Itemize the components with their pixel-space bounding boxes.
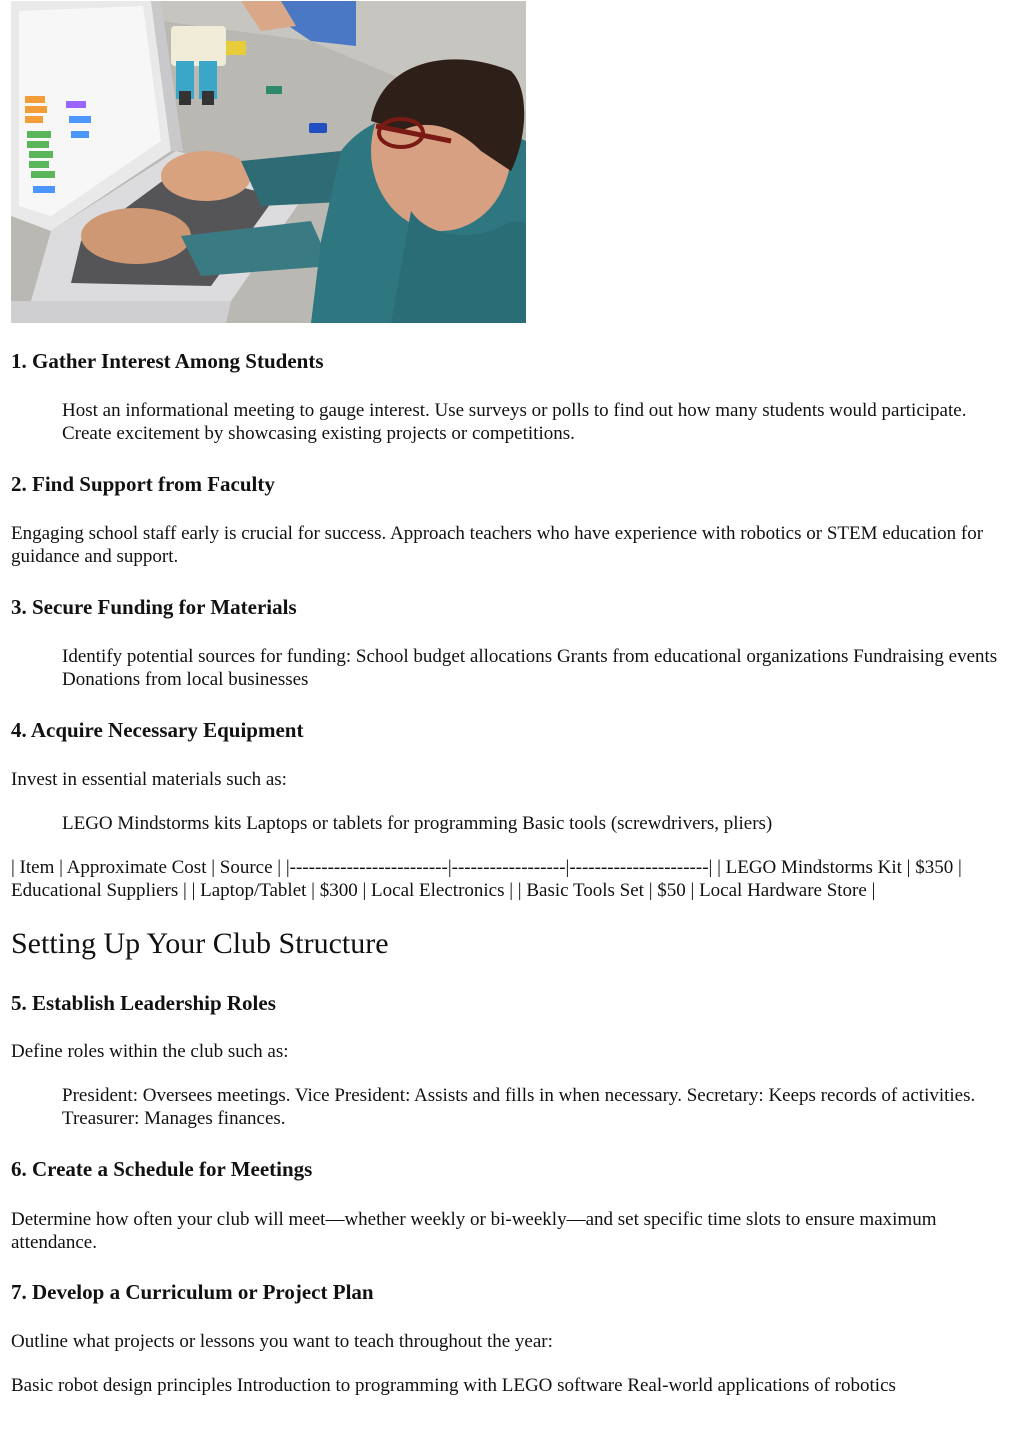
section-3-heading: 3. Secure Funding for Materials <box>11 595 297 619</box>
section-7-intro: Outline what projects or lessons you want to teach throughout the year: <box>11 1331 553 1352</box>
section-2-heading: 2. Find Support from Faculty <box>11 472 275 496</box>
club-structure-heading: Setting Up Your Club Structure <box>11 927 389 960</box>
section-1-heading: 1. Gather Interest Among Students <box>11 349 324 373</box>
section-7-text: Basic robot design principles Introduction to programming with LEGO software Real-world applications of robotics <box>11 1375 896 1396</box>
section-5-intro: Define roles within the club such as: <box>11 1041 289 1062</box>
section-4-quote: LEGO Mindstorms kits Laptops or tablets for programming Basic tools (screwdrivers, pliers) <box>62 813 773 834</box>
section-4-intro: Invest in essential materials such as: <box>11 769 287 790</box>
section-6-text: Determine how often your club will meet—whether weekly or bi-weekly—and set specific time slots to ensure maximum attendance. <box>11 1209 937 1253</box>
section-3-quote: Identify potential sources for funding: School budget allocations Grants from educational organizations Fundraising events Donations from local businesses <box>62 646 998 690</box>
hero-photo <box>11 1 526 323</box>
section-6-heading: 6. Create a Schedule for Meetings <box>11 1157 313 1181</box>
section-2-text: Engaging school staff early is crucial for success. Approach teachers who have experience with robotics or STEM education for guidance and support. <box>11 523 984 567</box>
section-7-heading: 7. Develop a Curriculum or Project Plan <box>11 1280 374 1304</box>
section-4-heading: 4. Acquire Necessary Equipment <box>11 718 304 742</box>
equipment-table-text: | Item | Approximate Cost | Source | |-------------------------|------------------|----------------------| | LEGO Mindstorms Kit | $350 | Educational Suppliers | | Laptop/Tablet | $300 | Local Electronics | | Basic Tools Set | $50 | Local Hardware Store | <box>11 857 962 901</box>
section-1-quote: Host an informational meeting to gauge interest. Use surveys or polls to find out how many students would participate. Create excitement by showcasing existing projects or competitions. <box>62 400 967 444</box>
section-5-heading: 5. Establish Leadership Roles <box>11 991 276 1015</box>
section-5-quote: President: Oversees meetings. Vice President: Assists and fills in when necessary. Secretary: Keeps records of activities. Treasurer: Manages finances. <box>62 1085 976 1129</box>
